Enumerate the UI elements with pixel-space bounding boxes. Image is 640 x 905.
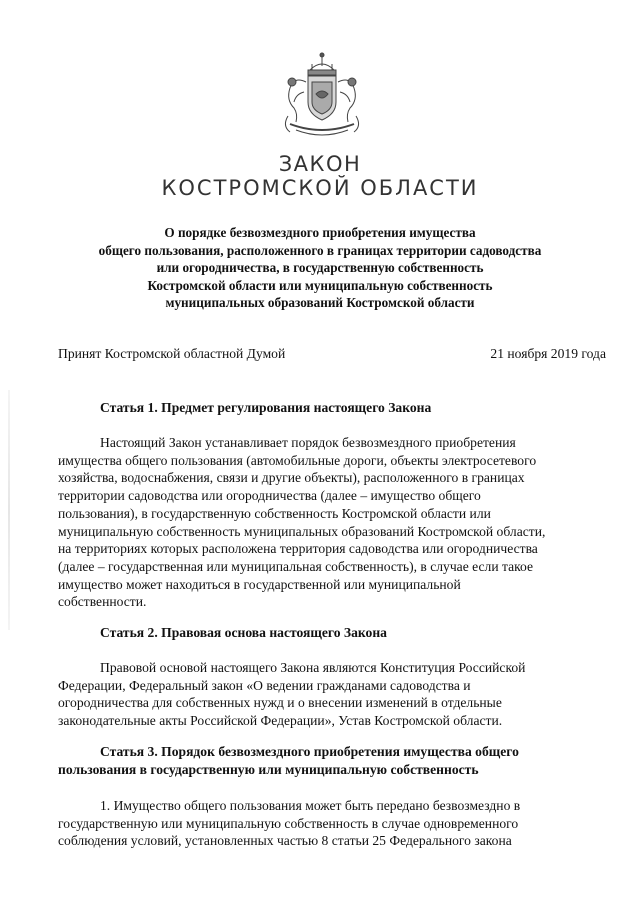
text-line-content: Настоящий Закон устанавливает порядок безвозмездного приобретения [100,435,516,450]
text-line: государственную или муниципальную собственность в случае одновременного [58,815,519,831]
article-3-text [58,797,606,850]
article-3-heading [58,743,606,778]
text-line: территории садоводства или огородничества (далее – имущество общего [58,488,481,504]
law-word: ЗАКОН [278,152,362,176]
article-2-heading: Статья 2. Правовая основа настоящего Закона [100,625,387,640]
title-line: или огородничества, в государственную собственность [156,260,484,276]
adoption-date: 21 ноября 2019 года [490,346,606,361]
text-line: на территориях которых расположена территория садоводства или огородничества [58,541,538,557]
title-line: О порядке безвозмездного приобретения имущества [164,225,476,240]
text-line: пользования), в государственную собственность Костромской области или [58,505,491,521]
text-line [58,434,606,452]
text-line: имущества общего пользования (автомобильные дороги, объекты электросетевого [58,452,537,468]
text-line: Правовой основой настоящего Закона являются Конституция Российской [100,660,526,675]
heading-line: пользования в государственную или муниципальную собственность [58,761,479,777]
title-line: муниципальных образований Костромской области [165,295,475,311]
adopted-by: Принят Костромской областной Думой [58,346,286,361]
text-line: 1. Имущество общего пользования может быть передано безвозмездно в [100,798,521,813]
article-1-heading: Статья 1. Предмет регулирования настоящего Закона [100,400,432,415]
title-line: общего пользования, расположенного в границах территории садоводства [98,242,542,258]
kostroma-coat-of-arms-icon [276,52,368,140]
text-line: (далее – государственная или муниципальная собственность), в случае если такое [58,558,534,574]
heading-line: Статья 3. Порядок безвозмездного приобретения имущества общего [100,744,519,759]
text-line: соблюдения условий, установленных частью 8 статьи 25 Федерального закона [58,833,512,849]
text-line: законодательные акты Российской Федерации», Устав Костромской области. [58,713,503,729]
title-line: Костромской области или муниципальную собственность [147,277,493,293]
text-line: огородничества для собственных нужд и о внесении изменений в отдельные [58,695,502,711]
law-title [70,224,570,312]
text-line: муниципальную собственность муниципальных образований Костромской области, [58,523,546,539]
article-2-text [58,659,606,730]
text-line: собственности. [58,594,147,610]
scan-edge-shadow [8,390,10,630]
text-line: Федерации, Федеральный закон «О ведении гражданами садоводства и [58,677,471,693]
adoption-line [58,345,606,362]
text-line: имущество может находиться в государственной или муниципальной [58,576,461,592]
region-name: КОСТРОМСКОЙ ОБЛАСТИ [161,176,479,200]
article-1-text [58,434,606,611]
text-line: хозяйства, водоснабжения, связи и другие объекты), расположенного в границах [58,470,525,486]
